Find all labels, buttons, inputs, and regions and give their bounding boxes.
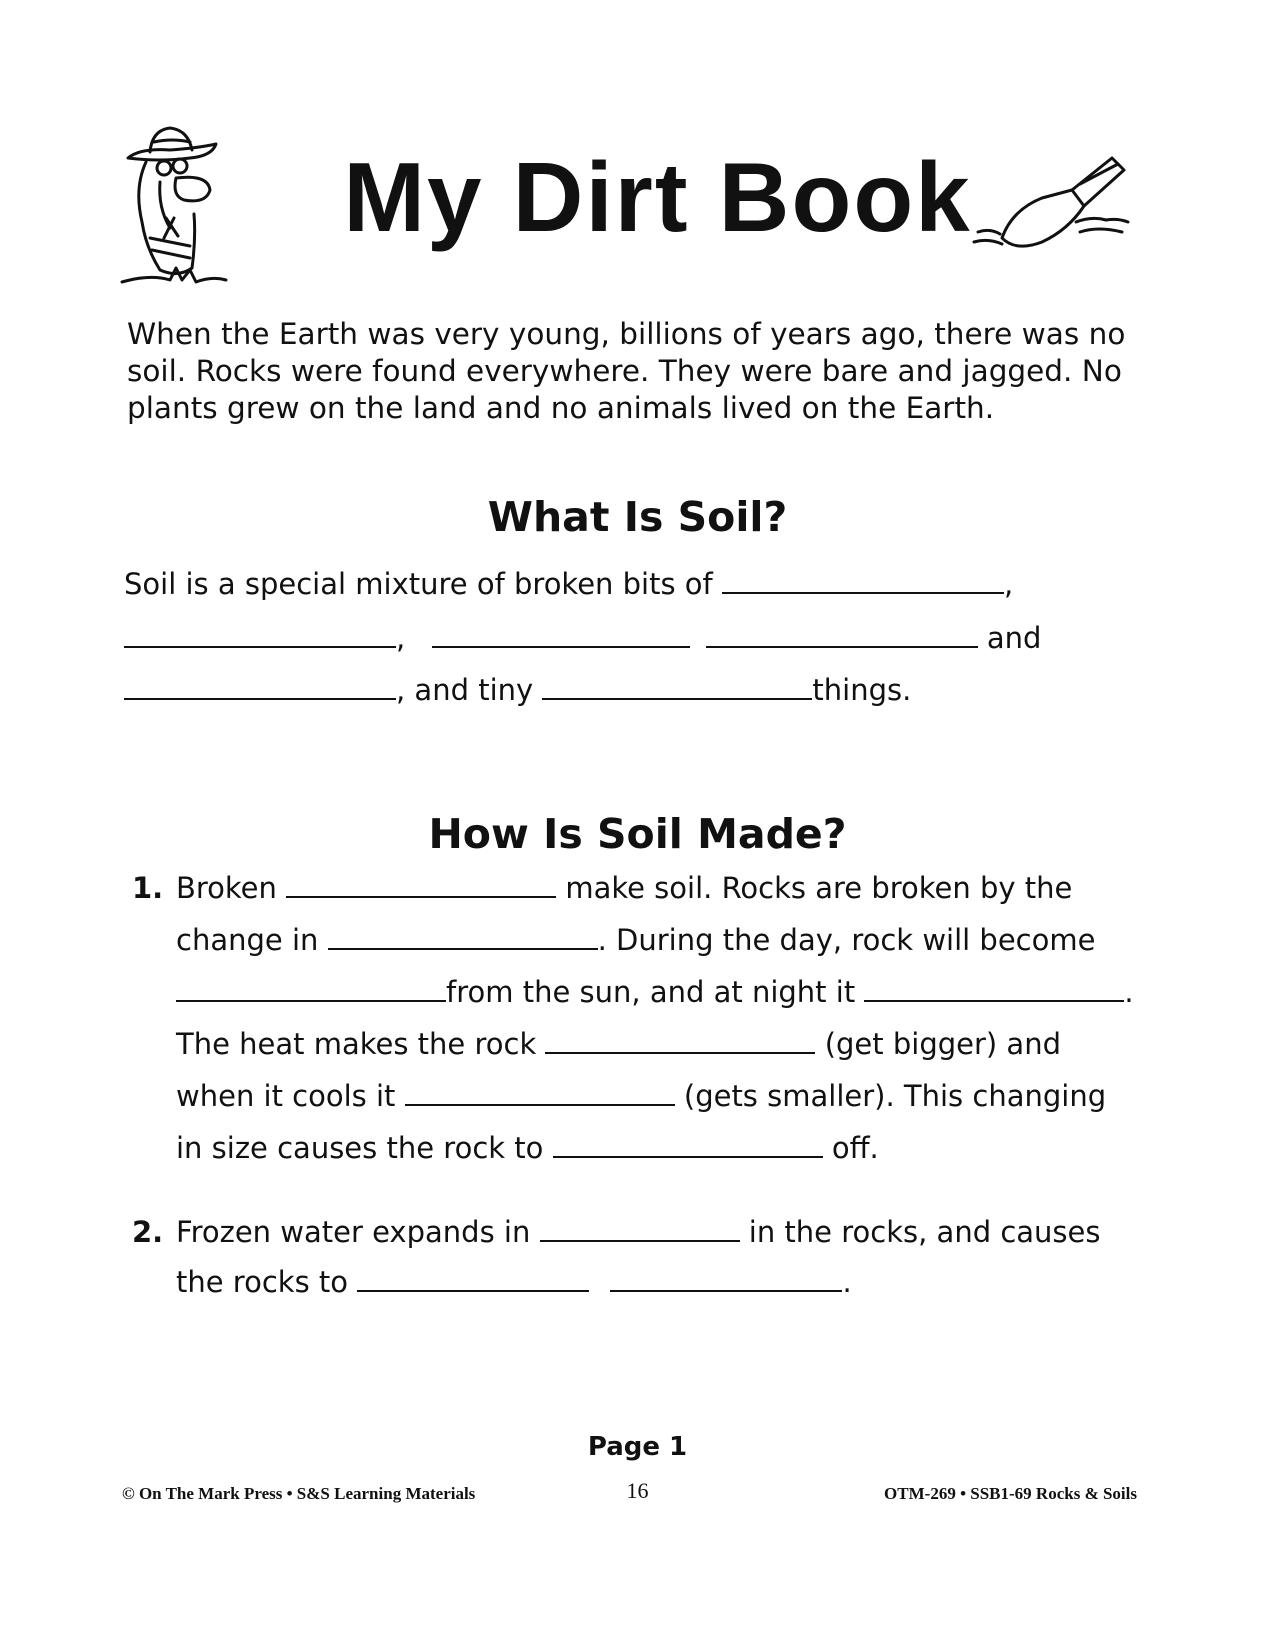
question-1-line-3 (176, 974, 1134, 1010)
text-segment: and (986, 621, 1042, 655)
text-segment: in size causes the rock to (176, 1131, 544, 1165)
answer-blank[interactable] (610, 1264, 842, 1292)
text-segment: in the rocks, and causes (748, 1215, 1101, 1249)
footer-page-number: 16 (626, 1478, 649, 1503)
answer-blank[interactable] (722, 566, 1004, 594)
footer-publisher: © On The Mark Press • S&S Learning Materials (122, 1484, 476, 1503)
answer-blank[interactable] (545, 1026, 815, 1054)
text-segment: . (1124, 975, 1134, 1009)
soil-definition-line-3 (124, 672, 911, 708)
text-segment: change in (176, 923, 319, 957)
answer-blank[interactable] (553, 1130, 823, 1158)
text-segment: , (396, 621, 406, 655)
text-segment: off. (831, 1131, 879, 1165)
page-label: Page 1 (587, 1432, 688, 1462)
intro-paragraph: When the Earth was very young, billions of years ago, there was no soil. Rocks were found everywhere. They were bare and jagged. No plants grew on the land and no animals lived on the Earth. (127, 317, 1126, 425)
text-segment: , and tiny (396, 673, 534, 707)
question-1-line-5 (176, 1078, 1106, 1114)
text-segment: when it cools it (176, 1079, 396, 1113)
text-segment: . (842, 1265, 852, 1299)
text-segment: The heat makes the rock (176, 1027, 537, 1061)
answer-blank[interactable] (357, 1264, 589, 1292)
text-segment: (gets smaller). This changing (683, 1079, 1107, 1113)
text-segment: (get bigger) and (824, 1027, 1061, 1061)
text-segment: things. (812, 673, 912, 707)
answer-blank[interactable] (542, 672, 812, 700)
answer-blank[interactable] (706, 620, 978, 648)
answer-blank[interactable] (432, 620, 690, 648)
answer-blank[interactable] (328, 922, 598, 950)
section-heading-what-is-soil: What Is Soil? (487, 493, 788, 541)
question-1-line-4 (176, 1026, 1061, 1062)
answer-blank[interactable] (405, 1078, 675, 1106)
answer-blank[interactable] (540, 1214, 740, 1242)
soil-definition-line-2 (124, 620, 1041, 656)
question-number-1: 1. (132, 871, 164, 905)
answer-blank[interactable] (124, 672, 396, 700)
question-2-line-1 (176, 1214, 1101, 1250)
question-number-2: 2. (132, 1215, 164, 1249)
text-segment: from the sun, and at night it (446, 975, 856, 1009)
trowel-icon (972, 150, 1130, 265)
text-segment: Frozen water expands in (176, 1215, 531, 1249)
text-segment: make soil. Rocks are broken by the (565, 871, 1073, 905)
text-segment: . During the day, rock will become (597, 923, 1096, 957)
answer-blank[interactable] (286, 870, 556, 898)
page-title: My Dirt Book (343, 142, 972, 252)
answer-blank[interactable] (864, 974, 1124, 1002)
text-segment: , (1003, 567, 1014, 601)
section-heading-how-is-soil-made: How Is Soil Made? (428, 810, 847, 858)
answer-blank[interactable] (124, 620, 396, 648)
footer-product-code: OTM-269 • SSB1-69 Rocks & Soils (884, 1484, 1137, 1503)
text-segment: Soil is a special mixture of broken bits of (124, 567, 713, 601)
question-1-line-1 (176, 870, 1072, 906)
soil-definition-line-1 (124, 566, 1013, 602)
text-segment: the rocks to (176, 1265, 349, 1299)
question-1-line-6 (176, 1130, 879, 1166)
text-segment: Broken (176, 871, 277, 905)
answer-blank[interactable] (176, 974, 446, 1002)
question-2-line-2 (176, 1264, 852, 1300)
question-1-line-2 (176, 922, 1095, 958)
